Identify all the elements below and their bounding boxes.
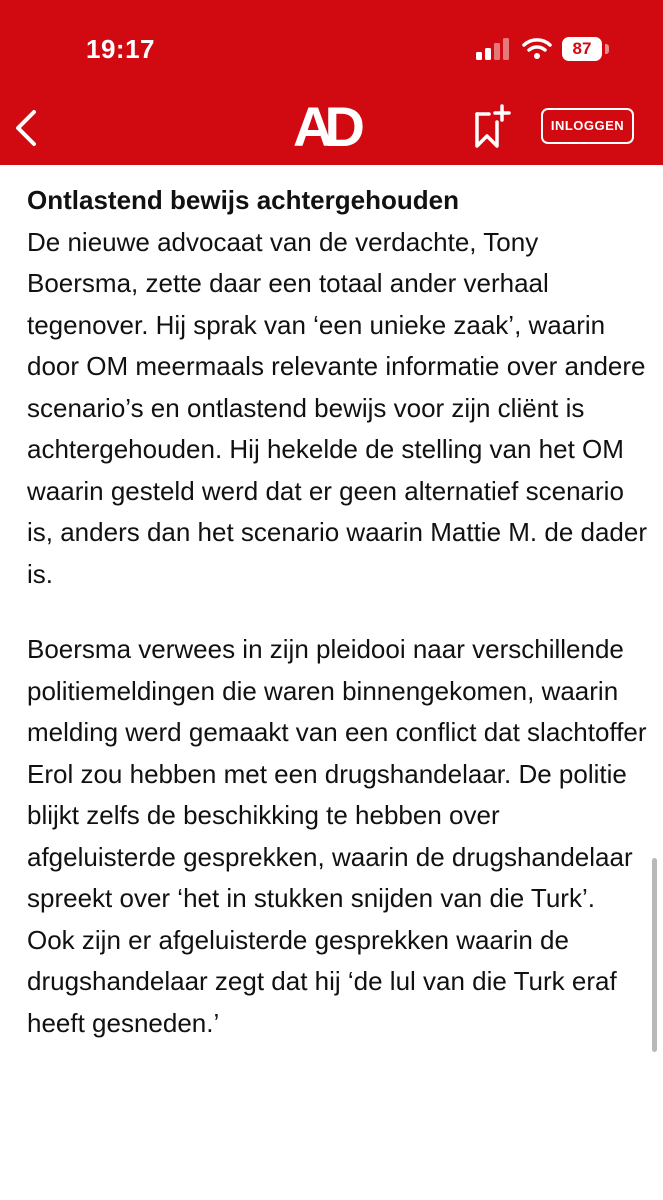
- status-time: 19:17: [86, 34, 155, 64]
- scrollbar[interactable]: [652, 858, 657, 1052]
- ad-logo[interactable]: AD: [293, 95, 356, 158]
- login-button[interactable]: INLOGGEN: [541, 108, 634, 144]
- wifi-icon: [522, 36, 552, 60]
- bookmark-add-icon[interactable]: [472, 104, 512, 150]
- battery-tip: [605, 44, 609, 54]
- signal-icon: [476, 38, 510, 60]
- back-chevron-icon[interactable]: [12, 108, 42, 148]
- article-body: [27, 180, 647, 1044]
- battery-indicator: 87: [562, 37, 602, 61]
- article-paragraph: De nieuwe advocaat van de verdachte, Tony Boersma, zette daar een totaal ander verhaal tegenover. Hij sprak van ‘een unieke zaak’, waarin door OM meermaals relevante informatie over andere scenario’s en ontlastend bewijs voor zijn cliënt is achtergehouden. Hij hekelde de stelling van het OM waarin gesteld werd dat er geen alternatief scenario is, anders dan het scenario waarin Mattie M. de dader is.: [27, 226, 648, 589]
- article-paragraph: Boersma verwees in zijn pleidooi naar verschillende politiemeldingen die waren binnengekomen, waarin melding werd gemaakt van een conflict dat slachtoffer Erol zou hebben met een drugshandelaar. De politie blijkt zelfs de beschikking te hebben over afgeluisterde gesprekken, waarin de drugshandelaar spreekt over ‘het in stukken snijden van die Turk’. Ook zijn er afgeluisterde gesprekken waarin de drugshandelaar zegt dat hij ‘de lul van die Turk eraf heeft gesneden.’: [27, 634, 647, 1038]
- app-header: [0, 0, 663, 165]
- article-subheading: Ontlastend bewijs achtergehouden: [27, 185, 459, 215]
